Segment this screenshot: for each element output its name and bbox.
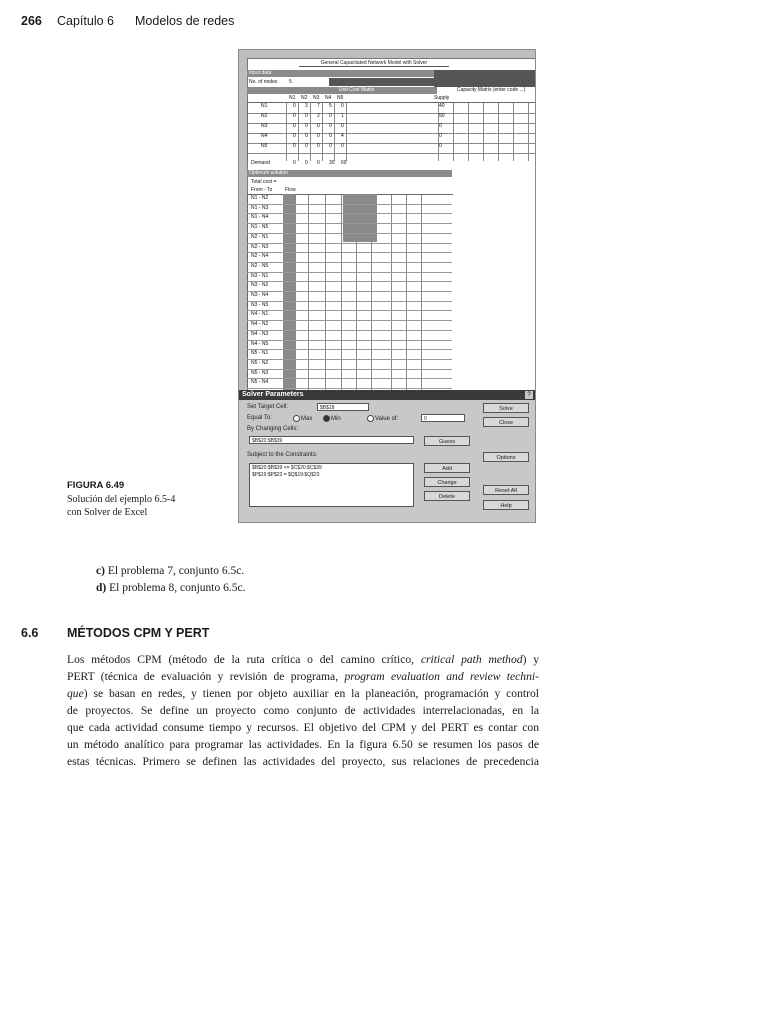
item-label: c) (96, 565, 105, 577)
arc-row-rule (247, 262, 452, 263)
equal-to-label: Equal To: (247, 415, 272, 421)
arc-row: N2 - N4 (251, 253, 269, 260)
matrix-cell: 0 (329, 123, 332, 129)
figure-caption (67, 479, 217, 519)
add-button[interactable]: Add (424, 463, 470, 473)
change-button[interactable]: Change (424, 477, 470, 487)
arc-row: N3 - N5 (251, 301, 269, 308)
constraint-item[interactable]: $P$19:$P$23 = $Q$19:$Q$23 (252, 472, 320, 478)
matrix-cell: 0 (305, 133, 308, 139)
arc-row-rule (247, 223, 452, 224)
arc-row: N4 - N2 (251, 321, 269, 328)
arc-row: N1 - N5 (251, 224, 269, 231)
matrix-row-header: N2 (261, 113, 268, 119)
capacity-label: Capacity Matrix (enter code ...) (457, 87, 526, 93)
column-headers (239, 50, 535, 59)
constraint-item[interactable]: $B$20:$B$39 <= $C$20:$C$39 (252, 465, 322, 471)
matrix-cell: 2 (317, 113, 320, 119)
exercise-list (96, 563, 245, 597)
figure-label: FIGURA 6.49 (67, 480, 125, 491)
max-radio-icon (293, 415, 300, 422)
running-header (21, 14, 235, 28)
text-run: ) y (522, 653, 539, 666)
arc-row-rule (247, 388, 452, 389)
arc-row: N1 - N3 (251, 204, 269, 211)
arc-row: N2 - N1 (251, 233, 269, 240)
solver-title: Solver Parameters (239, 390, 535, 400)
guess-button[interactable]: Guess (424, 436, 470, 446)
matrix-col-header: N4 (325, 95, 332, 101)
matrix-cell: 0 (293, 123, 296, 129)
arc-row: N3 - N1 (251, 272, 269, 279)
arc-row-rule (247, 213, 452, 214)
constraints-list[interactable] (249, 463, 414, 507)
list-item (96, 563, 245, 580)
text-italic: program evaluation and review techni- (344, 670, 539, 683)
text-line: estas técnicas. Primero se definen las actividades del proyecto, sus relaciones de precedencia (67, 755, 539, 768)
input-label: Input data (249, 70, 272, 76)
arc-row: N4 - N5 (251, 340, 269, 347)
matrix-col-header: N2 (301, 95, 308, 101)
demand-label: Demand (251, 160, 270, 166)
spreadsheet (239, 50, 535, 390)
matrix-cell: 0 (329, 133, 332, 139)
changing-cells-input[interactable]: $B$20:$B$39 (249, 436, 414, 444)
target-cell-input[interactable]: $B$18 (317, 403, 369, 411)
arc-row-rule (247, 252, 452, 253)
matrix-col-header: N3 (313, 95, 320, 101)
min-radio-label: Min (331, 416, 341, 423)
text-italic: que (67, 687, 84, 700)
matrix-row-header: N4 (261, 133, 268, 139)
max-radio-label: Max (301, 416, 313, 423)
flow-label: Flow (285, 187, 296, 193)
dark-band (329, 78, 437, 86)
matrix-cell: 0 (293, 103, 296, 109)
text-line (67, 651, 539, 668)
arc-row: N5 - N3 (251, 369, 269, 376)
demand-cell: 0 (317, 160, 320, 166)
text-run: ) se basan en redes, y tienen por objeto auxiliar en la planeación, programación y control (83, 687, 539, 700)
arc-row-rule (247, 233, 452, 234)
arc-row-rule (247, 369, 452, 370)
text-line: que cada actividad consume tiempo y recursos. El objetivo del CPM y del PERT es contar con (67, 721, 539, 734)
output-label: Optimum solution (249, 170, 288, 176)
item-label: d) (96, 582, 107, 594)
matrix-cell: 4 (341, 133, 344, 139)
matrix-cell: 0 (329, 113, 332, 119)
matrix-row-header: N5 (261, 143, 268, 149)
arc-row-rule (247, 378, 452, 379)
matrix-cell: 0 (305, 143, 308, 149)
matrix-cell: 0 (293, 143, 296, 149)
matrix-col-header: N5 (337, 95, 344, 101)
caption-line: Solución del ejemplo 6.5-4 (67, 494, 176, 505)
target-cell-label: Set Target Cell: (247, 404, 288, 410)
supply-cell: 0 (439, 123, 442, 129)
supply-cell: 50 (439, 113, 445, 119)
matrix-cell: 0 (341, 103, 344, 109)
caption-line: con Solver de Excel (67, 507, 148, 518)
arc-row-rule (247, 320, 452, 321)
page-number: 266 (21, 14, 42, 28)
figure-screenshot (238, 49, 536, 523)
matrix-cell: 0 (293, 113, 296, 119)
arc-row: N5 - N2 (251, 359, 269, 366)
arc-row: N2 - N3 (251, 243, 269, 250)
arc-row-rule (247, 243, 452, 244)
list-item (96, 580, 245, 597)
arc-row-rule (247, 340, 452, 341)
constraints-label: Subject to the Constraints: (247, 452, 318, 458)
max-radio[interactable] (293, 415, 312, 422)
close-button[interactable]: Close (483, 417, 529, 427)
from-to-label: From - To (251, 187, 273, 193)
arc-row-rule (247, 301, 452, 302)
supply-label: Supply (434, 95, 450, 101)
arc-row: N4 - N1 (251, 311, 269, 318)
matrix-cell: 0 (317, 123, 320, 129)
input-band (247, 70, 437, 77)
demand-cell: 0 (305, 160, 308, 166)
dark-band-right (434, 70, 535, 87)
min-radio[interactable] (323, 415, 341, 422)
matrix-cell: 7 (317, 103, 320, 109)
chapter-label: Capítulo 6 (57, 14, 114, 28)
matrix-row-header: N3 (261, 123, 268, 129)
arc-row: N1 - N2 (251, 195, 269, 201)
demand-cell: 30 (329, 160, 335, 166)
chapter-title: Modelos de redes (135, 14, 235, 28)
item-text: El problema 7, conjunto 6.5c. (107, 565, 245, 577)
matrix-cell: 0 (341, 123, 344, 129)
help-button[interactable]: Help (483, 500, 529, 510)
arc-row: N1 - N4 (251, 214, 269, 221)
arc-row: N4 - N3 (251, 330, 269, 337)
options-button[interactable]: Options (483, 452, 529, 462)
arc-row-rule (247, 359, 452, 360)
total-cost-label: Total cost = (251, 179, 277, 185)
cost-matrix-grid (247, 102, 536, 161)
text-run: Los métodos CPM (método de la ruta crítica o del camino crítico, (67, 653, 421, 666)
matrix-cell: 0 (305, 113, 308, 119)
arc-row-rule (247, 291, 452, 292)
delete-button[interactable]: Delete (424, 491, 470, 501)
min-radio-icon (323, 415, 330, 422)
value-of-radio[interactable] (367, 415, 398, 422)
matrix-cell: 0 (341, 143, 344, 149)
text-line: de proyectos. Se define un proyecto como conjunto de actividades interrelacionadas, en la (67, 704, 539, 717)
nodes-label: No. of nodes (249, 79, 278, 85)
arc-row: N3 - N4 (251, 292, 269, 298)
solver-dialog (239, 390, 535, 522)
demand-cell: 60 (341, 160, 347, 166)
section-title: MÉTODOS CPM Y PERT (67, 626, 210, 640)
arc-row-rule (247, 204, 452, 205)
value-of-radio-icon (367, 415, 374, 422)
text-line (67, 685, 539, 702)
item-text: El problema 8, conjunto 6.5c. (109, 582, 246, 594)
arc-row-rule (247, 281, 452, 282)
arc-row-rule (247, 272, 452, 273)
matrix-row-header: N1 (261, 103, 268, 109)
arc-row: N5 - N1 (251, 350, 269, 357)
supply-cell: 0 (439, 133, 442, 139)
node-column-shade (343, 194, 377, 242)
arc-row-rule (247, 310, 452, 311)
arc-row: N5 - N4 (251, 379, 269, 386)
solve-button[interactable]: Solve (483, 403, 529, 413)
help-close-icon[interactable]: ? (525, 391, 533, 399)
text-line (67, 668, 539, 685)
matrix-cell: 0 (317, 133, 320, 139)
reset-all-button[interactable]: Reset All (483, 485, 529, 495)
section-number: 6.6 (21, 626, 39, 640)
arc-row-rule (247, 330, 452, 331)
matrix-cell: 1 (341, 113, 344, 119)
text-italic: critical path method (420, 653, 523, 666)
arc-row: N2 - N5 (251, 262, 269, 269)
sheet-title: General Capacitated Network Model with Solver (299, 60, 449, 67)
changing-cells-label: By Changing Cells: (247, 426, 299, 432)
matrix-col-header: N1 (289, 95, 296, 101)
matrix-cell: 5 (329, 103, 332, 109)
value-of-input[interactable]: 0 (421, 414, 465, 422)
arc-row: N3 - N2 (251, 282, 269, 289)
matrix-cell: 0 (317, 143, 320, 149)
arc-row-rule (247, 349, 452, 350)
text-run: PERT (técnica de evaluación y revisión de programa, (67, 670, 345, 683)
matrix-cell: 3 (305, 103, 308, 109)
value-of-radio-label: Value of: (375, 416, 399, 423)
matrix-cell: 0 (329, 143, 332, 149)
text-line: un método analítico para programar las actividades. En la figura 6.50 se resumen los pasos de (67, 738, 539, 751)
supply-cell: 40 (439, 103, 445, 109)
matrix-cell: 0 (305, 123, 308, 129)
matrix-cell: 0 (293, 133, 296, 139)
nodes-value: 5 (289, 79, 292, 85)
body-paragraph (67, 651, 539, 770)
supply-cell: 0 (439, 143, 442, 149)
demand-cell: 0 (293, 160, 296, 166)
unit-cost-label: Unit Cost Matrix (339, 87, 375, 93)
